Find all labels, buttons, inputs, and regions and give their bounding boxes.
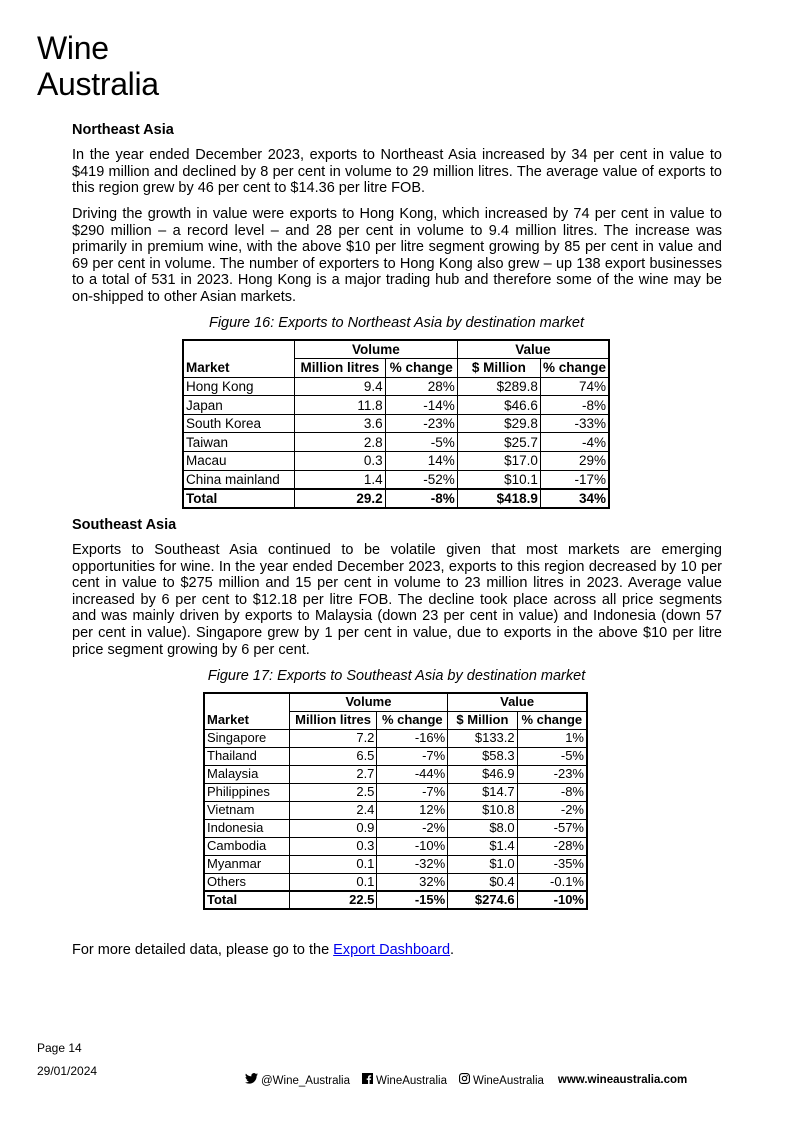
total-cell: Total bbox=[183, 489, 295, 508]
twitter-icon bbox=[245, 1073, 258, 1087]
table-row bbox=[183, 414, 609, 433]
southeast-paragraph: Exports to Southeast Asia continued to be volatile given that most markets are emerging opportunities for wine. In the year ended December 2023, exports to this region decreased by 10 per cent in value to $275 million and 15 per cent in volume to 23 million litres in 2023. Average value increased by 6 per cent to $12.18 per litre FOB. The decline took place across all price segments and was mainly driven by exports to Malaysia (down 23 per cent in value) and Indonesia (down 57 per cent in value). Singapore grew by 1 per cent in value, due to exports in the above $10 per litre price segment growing by 6 per cent. bbox=[72, 542, 722, 658]
volume-group-header: Volume bbox=[295, 340, 458, 359]
column-header: Market bbox=[204, 711, 289, 729]
table-cell: 9.4 bbox=[295, 377, 386, 396]
more-data-text: For more detailed data, please go to the bbox=[72, 942, 334, 958]
table-cell: Myanmar bbox=[204, 855, 289, 873]
table-cell: $10.1 bbox=[457, 470, 540, 489]
table-cell: Indonesia bbox=[204, 819, 289, 837]
table-row bbox=[204, 819, 587, 837]
table-cell: 0.3 bbox=[295, 452, 386, 471]
table-cell: $0.4 bbox=[448, 873, 517, 891]
more-data-line bbox=[72, 942, 454, 958]
table-row bbox=[204, 747, 587, 765]
table-cell: -10% bbox=[377, 837, 448, 855]
table-row bbox=[204, 837, 587, 855]
table-cell: -4% bbox=[540, 433, 609, 452]
table-cell: -44% bbox=[377, 765, 448, 783]
table-cell: Cambodia bbox=[204, 837, 289, 855]
northeast-paragraph-2: Driving the growth in value were exports to Hong Kong, which increased by 74 per cent in value to $290 million – a record level – and 28 per cent in volume to 9.4 million litres. The increase was primarily in premium wine, with the above $10 per litre segment growing by 85 per cent in value and 69 per cent in volume. The number of exporters to Hong Kong also grew – up 138 export businesses to a total of 531 in 2023. Hong Kong is a major trading hub and therefore some of the wine may be on-shipped to other Asian markets. bbox=[72, 206, 722, 305]
table-cell: -52% bbox=[385, 470, 457, 489]
table-cell: Philippines bbox=[204, 783, 289, 801]
table-cell: -2% bbox=[517, 801, 587, 819]
table-cell: 3.6 bbox=[295, 414, 386, 433]
table-row bbox=[204, 801, 587, 819]
wine-australia-logo bbox=[37, 30, 159, 102]
table-cell: Macau bbox=[183, 452, 295, 471]
social-links bbox=[245, 1073, 687, 1087]
table-cell: Thailand bbox=[204, 747, 289, 765]
total-cell: 22.5 bbox=[289, 891, 377, 909]
export-dashboard-link[interactable]: Export Dashboard bbox=[333, 942, 451, 958]
table-cell: 32% bbox=[377, 873, 448, 891]
table-cell: 11.8 bbox=[295, 396, 386, 415]
table-cell: -23% bbox=[517, 765, 587, 783]
facebook-icon bbox=[362, 1073, 373, 1087]
table-cell: 74% bbox=[540, 377, 609, 396]
table-row bbox=[183, 470, 609, 489]
total-cell: $274.6 bbox=[448, 891, 517, 909]
column-header: % change bbox=[517, 711, 587, 729]
table-row bbox=[204, 783, 587, 801]
more-data-suffix: . bbox=[450, 942, 455, 958]
table-row bbox=[204, 855, 587, 873]
total-cell: -10% bbox=[517, 891, 587, 909]
table-row bbox=[204, 729, 587, 747]
table-cell: -17% bbox=[540, 470, 609, 489]
table-cell: China mainland bbox=[183, 470, 295, 489]
table-cell: $25.7 bbox=[457, 433, 540, 452]
table-cell: -33% bbox=[540, 414, 609, 433]
total-cell: $418.9 bbox=[457, 489, 540, 508]
table-cell: Others bbox=[204, 873, 289, 891]
table-cell: 7.2 bbox=[289, 729, 377, 747]
table-cell: -23% bbox=[385, 414, 457, 433]
column-header: Million litres bbox=[295, 359, 386, 378]
table-cell: 1% bbox=[517, 729, 587, 747]
table-cell: $1.4 bbox=[448, 837, 517, 855]
value-group-header: Value bbox=[448, 693, 587, 711]
facebook-handle: WineAustralia bbox=[376, 1075, 447, 1087]
table-cell: Hong Kong bbox=[183, 377, 295, 396]
table-cell: 2.4 bbox=[289, 801, 377, 819]
table-cell: 0.3 bbox=[289, 837, 377, 855]
table-cell: -7% bbox=[377, 747, 448, 765]
website-link[interactable]: www.wineaustralia.com bbox=[557, 1074, 688, 1086]
table-cell: -14% bbox=[385, 396, 457, 415]
table-cell: -16% bbox=[377, 729, 448, 747]
page-number: Page 14 bbox=[37, 1041, 82, 1055]
table-cell: $133.2 bbox=[448, 729, 517, 747]
table-cell: $29.8 bbox=[457, 414, 540, 433]
figure-16-caption: Figure 16: Exports to Northeast Asia by destination market bbox=[208, 315, 585, 331]
table-cell: $46.6 bbox=[457, 396, 540, 415]
table-cell: -28% bbox=[517, 837, 587, 855]
column-header: % change bbox=[377, 711, 448, 729]
column-header: $ Million bbox=[457, 359, 540, 378]
value-group-header: Value bbox=[457, 340, 609, 359]
total-cell: -15% bbox=[377, 891, 448, 909]
southeast-heading: Southeast Asia bbox=[72, 517, 177, 533]
table-row bbox=[204, 873, 587, 891]
table-cell: -5% bbox=[385, 433, 457, 452]
total-row bbox=[204, 891, 587, 909]
table-cell: 14% bbox=[385, 452, 457, 471]
table-cell: -35% bbox=[517, 855, 587, 873]
table-row bbox=[183, 396, 609, 415]
table-cell: 1.4 bbox=[295, 470, 386, 489]
table-cell: -2% bbox=[377, 819, 448, 837]
table-cell: South Korea bbox=[183, 414, 295, 433]
table-cell: -5% bbox=[517, 747, 587, 765]
table-cell: -0.1% bbox=[517, 873, 587, 891]
northeast-paragraph-1: In the year ended December 2023, exports to Northeast Asia increased by 34 per cent in value to $419 million and declined by 8 per cent in volume to 29 million litres. The average value of exports to this region grew by 46 per cent to $14.36 per litre FOB. bbox=[72, 147, 722, 197]
table-cell: 0.1 bbox=[289, 855, 377, 873]
table-cell: 12% bbox=[377, 801, 448, 819]
table-cell: Vietnam bbox=[204, 801, 289, 819]
table-cell: $14.7 bbox=[448, 783, 517, 801]
logo-line1: Wine bbox=[37, 30, 109, 66]
table-cell: 6.5 bbox=[289, 747, 377, 765]
total-row bbox=[183, 489, 609, 508]
volume-group-header: Volume bbox=[289, 693, 447, 711]
table-cell: $1.0 bbox=[448, 855, 517, 873]
column-header: Million litres bbox=[289, 711, 377, 729]
table-cell: -57% bbox=[517, 819, 587, 837]
table-cell: $46.9 bbox=[448, 765, 517, 783]
total-cell: -8% bbox=[385, 489, 457, 508]
table-cell: 28% bbox=[385, 377, 457, 396]
table-cell: 0.9 bbox=[289, 819, 377, 837]
table-cell: Singapore bbox=[204, 729, 289, 747]
table-cell: 2.5 bbox=[289, 783, 377, 801]
column-header: $ Million bbox=[448, 711, 517, 729]
table-cell: $10.8 bbox=[448, 801, 517, 819]
table-cell: $8.0 bbox=[448, 819, 517, 837]
table-cell: 0.1 bbox=[289, 873, 377, 891]
instagram-link[interactable] bbox=[459, 1073, 544, 1087]
table-cell: Taiwan bbox=[183, 433, 295, 452]
table-cell: 29% bbox=[540, 452, 609, 471]
table-cell: -8% bbox=[517, 783, 587, 801]
table-cell: 2.8 bbox=[295, 433, 386, 452]
table-row bbox=[183, 377, 609, 396]
northeast-heading: Northeast Asia bbox=[72, 122, 174, 138]
table-cell: Malaysia bbox=[204, 765, 289, 783]
total-cell: 34% bbox=[540, 489, 609, 508]
table-cell: 2.7 bbox=[289, 765, 377, 783]
instagram-handle: WineAustralia bbox=[472, 1075, 544, 1087]
table-cell: Japan bbox=[183, 396, 295, 415]
twitter-handle: @Wine_Australia bbox=[261, 1075, 351, 1087]
column-header: Market bbox=[183, 359, 295, 378]
table-cell: $17.0 bbox=[457, 452, 540, 471]
total-cell: 29.2 bbox=[295, 489, 386, 508]
logo-line2: Australia bbox=[37, 66, 159, 102]
date: 29/01/2024 bbox=[37, 1064, 98, 1078]
total-cell: Total bbox=[204, 891, 289, 909]
table-row bbox=[204, 765, 587, 783]
instagram-icon bbox=[459, 1073, 470, 1087]
table-cell: -8% bbox=[540, 396, 609, 415]
table-row bbox=[183, 433, 609, 452]
twitter-link[interactable] bbox=[245, 1073, 350, 1087]
table-cell: $58.3 bbox=[448, 747, 517, 765]
column-header: % change bbox=[385, 359, 457, 378]
table-row bbox=[183, 452, 609, 471]
figure-17-caption: Figure 17: Exports to Southeast Asia by destination market bbox=[207, 668, 586, 684]
table-cell: -32% bbox=[377, 855, 448, 873]
southeast-table bbox=[203, 692, 588, 910]
table-cell: -7% bbox=[377, 783, 448, 801]
northeast-table bbox=[182, 339, 610, 509]
facebook-link[interactable] bbox=[362, 1073, 447, 1087]
table-cell: $289.8 bbox=[457, 377, 540, 396]
column-header: % change bbox=[540, 359, 609, 378]
